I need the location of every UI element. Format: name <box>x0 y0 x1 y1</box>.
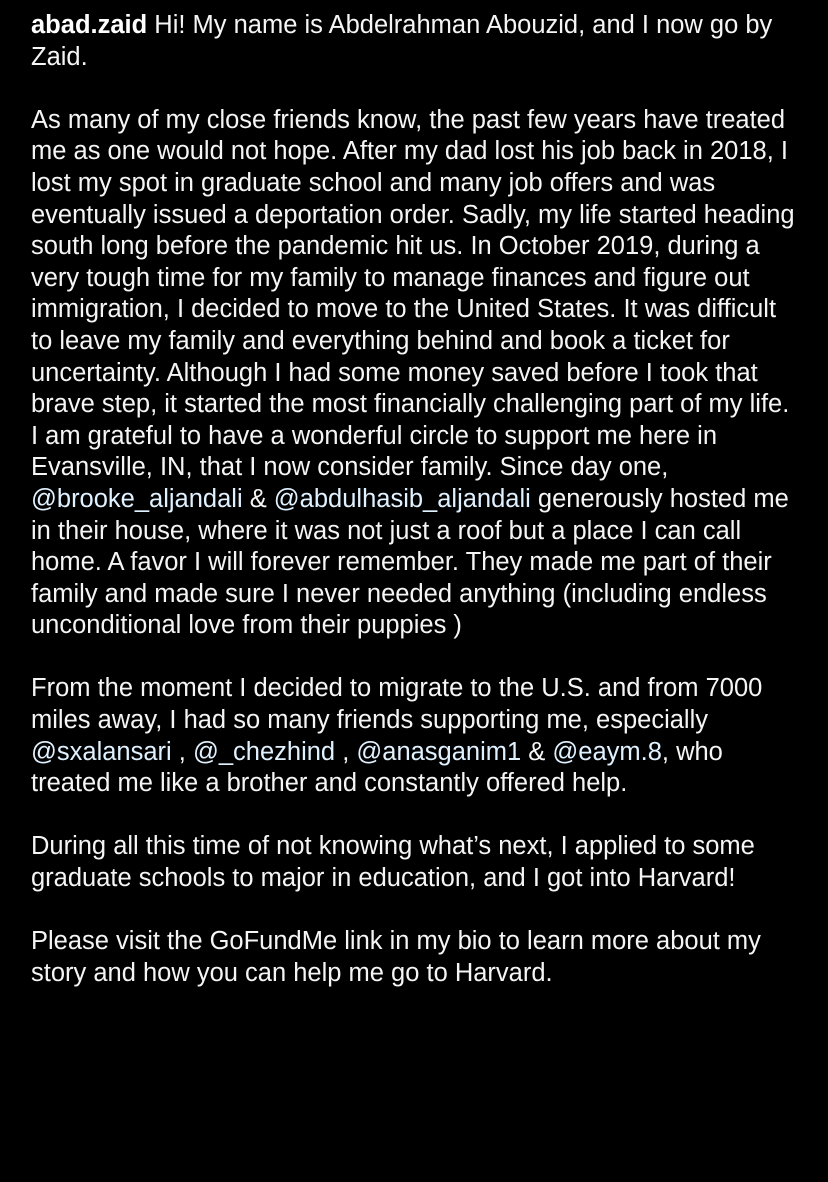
caption-intro <box>31 10 801 73</box>
caption-harvard-paragraph: During all this time of not knowing what’s next, I applied to some graduate schools to major in education, and I got into Harvard! <box>31 832 755 893</box>
mention-anasganim1[interactable]: @anasganim1 <box>356 737 522 766</box>
mention-sxalansari[interactable]: @sxalansari <box>31 737 172 766</box>
friends-text-2: , <box>171 737 193 766</box>
username-link[interactable]: abad.zaid <box>31 11 148 39</box>
story-text-3: generously hosted me in their house, where it was not just a roof but a place I can call home. A favor I will forever remember. They made me part of their family and made sure I never needed anything (including endless unconditional love from their puppies ) <box>31 484 789 640</box>
mention-chezhind[interactable]: @_chezhind <box>192 737 336 766</box>
intro-text: Hi! My name is Abdelrahman Abouzid, and I now go by Zaid. <box>31 11 773 71</box>
mention-brooke-aljandali[interactable]: @brooke_aljandali <box>31 484 243 513</box>
friends-text-3: , <box>335 737 357 766</box>
caption-gofundme-paragraph: Please visit the GoFundMe link in my bio to learn more about my story and how you can help me go to Harvard. <box>31 927 761 987</box>
friends-text-4: & <box>521 737 553 766</box>
mention-eaym-8[interactable]: @eaym.8 <box>552 737 662 766</box>
caption-story-paragraph <box>31 105 801 642</box>
friends-text-1: From the moment I decided to migrate to the U.S. and from 7000 miles away, I had so many friends supporting me, especially <box>31 674 763 735</box>
friends-text-5: , who treated me like a brother and constantly offered help. <box>31 737 723 798</box>
post-caption <box>31 10 801 989</box>
story-text-2: & <box>242 484 274 513</box>
mention-abdulhasib-aljandali[interactable]: @abdulhasib_aljandali <box>273 484 531 513</box>
story-text-1: As many of my close friends know, the past few years have treated me as one would not hope. After my dad lost his job back in 2018, I lost my spot in graduate school and many job offers and was eventually issued a deportation order. Sadly, my life started heading south long before the pandemic hit us. In October 2019, during a very tough time for my family to manage finances and figure out immigration, I decided to move to the United States. It was difficult to leave my family and everything behind and book a ticket for uncertainty. Although I had some money saved before I took that brave step, it started the most financially challenging part of my life. I am grateful to have a wonderful circle to support me here in Evansville, IN, that I now consider family. Since day one, <box>31 105 795 482</box>
caption-friends-paragraph <box>31 673 801 799</box>
